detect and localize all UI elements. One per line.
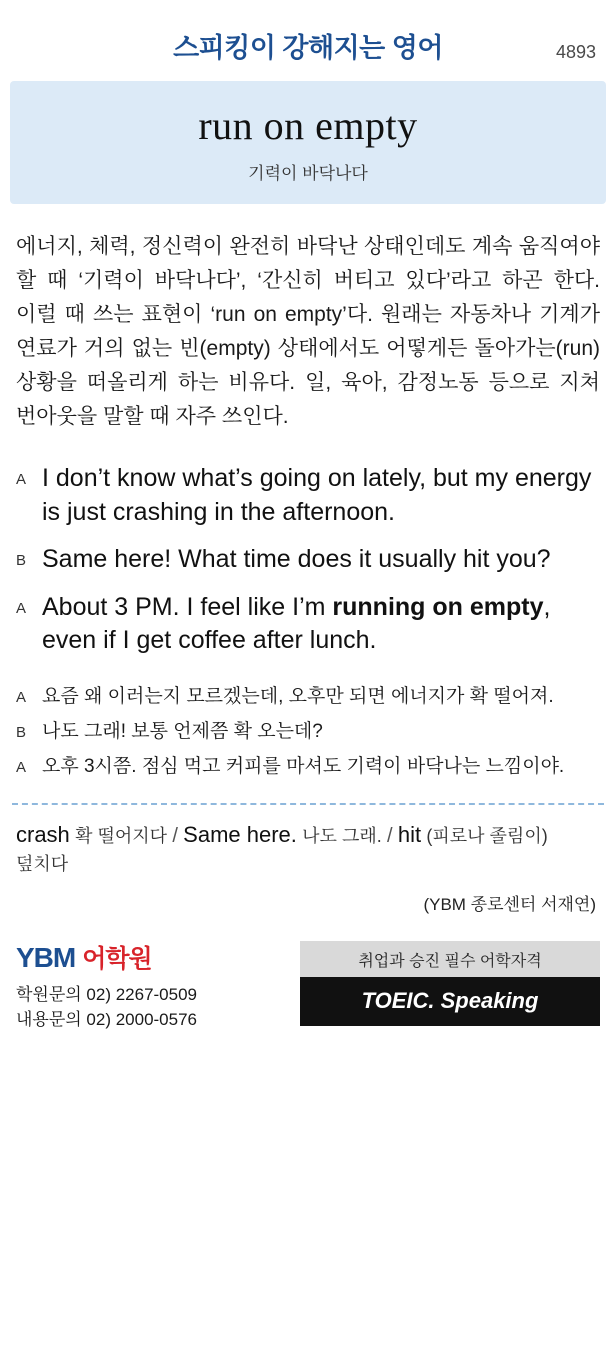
- page-title: 스피킹이 강해지는 영어: [173, 33, 443, 63]
- vocab-term: hit: [397, 821, 422, 847]
- speaker-label: B: [16, 552, 27, 570]
- dialogue-text-post: , even if I get coffee after lunch.: [42, 592, 551, 655]
- dialogue-text-bold: running on empty: [332, 592, 544, 621]
- vocab-term: crash: [16, 821, 70, 847]
- footer-brand-block: [16, 939, 197, 1032]
- page-header: [0, 0, 616, 81]
- dialogue-line: [16, 462, 600, 529]
- brand-hakwon-text: 어학원: [82, 945, 152, 974]
- dialogue-text: [42, 462, 600, 529]
- dialogue-text: [42, 591, 600, 658]
- headword-box: [10, 81, 606, 204]
- issue-number: 4893: [555, 42, 596, 62]
- dialogue-text-kr: 오후 3시쯤. 점심 먹고 커피를 마셔도 기력이 바닥나는 느낌이야.: [42, 755, 565, 777]
- contact-line-academy: 학원문의 02) 2267-0509: [16, 985, 198, 1005]
- ad-tagline: 취업과 승진 필수 어학자격: [300, 941, 600, 977]
- section-divider: [12, 803, 604, 805]
- speaker-label: A: [16, 599, 27, 617]
- speaker-label: A: [16, 688, 27, 706]
- brand-ybm-text: YBM: [16, 942, 76, 974]
- brand-logo: [16, 939, 197, 975]
- dialogue-line-kr: [16, 754, 600, 781]
- dialogue-text-pre: Same here! What time does it usually hit you?: [42, 545, 551, 574]
- advertisement-banner[interactable]: [300, 941, 600, 1026]
- contact-info: [16, 983, 197, 1032]
- dialogue-line-kr: [16, 684, 600, 711]
- contact-line-content: 내용문의 02) 2000-0576: [16, 1009, 198, 1029]
- dialogue-text-kr: 요즘 왜 이러는지 모르겠는데, 오후만 되면 에너지가 확 떨어져.: [42, 685, 554, 707]
- vocab-definition: (피로나 졸림이) 덮치다: [16, 825, 548, 874]
- speaker-label: B: [16, 723, 27, 741]
- dialogue-text-kr: 나도 그래! 보통 언제쯤 확 오는데?: [42, 720, 323, 742]
- headword-term: run on empty: [198, 103, 418, 148]
- vocab-separator: /: [172, 824, 178, 847]
- headword-meaning: 기력이 바닥나다: [248, 164, 368, 183]
- dialogue-english: [16, 462, 600, 658]
- vocab-definition: 확 떨어지다: [75, 825, 168, 846]
- dialogue-line-kr: [16, 719, 600, 746]
- dialogue-text: [42, 543, 600, 577]
- speaker-label: A: [16, 471, 27, 489]
- dialogue-line: [16, 591, 600, 658]
- vocab-definition: 나도 그래.: [302, 825, 382, 846]
- explanation-text: 에너지, 체력, 정신력이 완전히 바닥난 상태인데도 계속 움직여야 할 때 ‘기력이 바닥나다’, ‘간신히 버티고 있다’라고 하곤 한다. 이럴 때 쓰는 표현이 ‘run on empty’다. 원래는 자동차나 기계가 연료가 거의 없는 빈(empty) 상태에서도 어떻게든 돌아가는(run) 상황을 떠올리게 하는 비유다. 일, 육아, 감정노동 등으로 지쳐 번아웃을 말할 때 자주 쓰인다.: [16, 235, 600, 429]
- vocab-term: Same here.: [183, 821, 297, 847]
- credit-line: (YBM 종로센터 서재연): [423, 895, 596, 915]
- ad-product-name: TOEIC. Speaking: [300, 977, 600, 1026]
- vocab-separator: /: [387, 824, 393, 847]
- dialogue-line: [16, 543, 600, 577]
- page-footer: [0, 939, 616, 1050]
- dialogue-text-pre: About 3 PM. I feel like I’m: [42, 592, 333, 621]
- speaker-label: A: [16, 758, 27, 776]
- vocabulary-list: [16, 819, 600, 879]
- dialogue-text-pre: I don’t know what’s going on lately, but my energy is just crashing in the afternoon.: [42, 464, 592, 526]
- dialogue-korean: [16, 684, 600, 781]
